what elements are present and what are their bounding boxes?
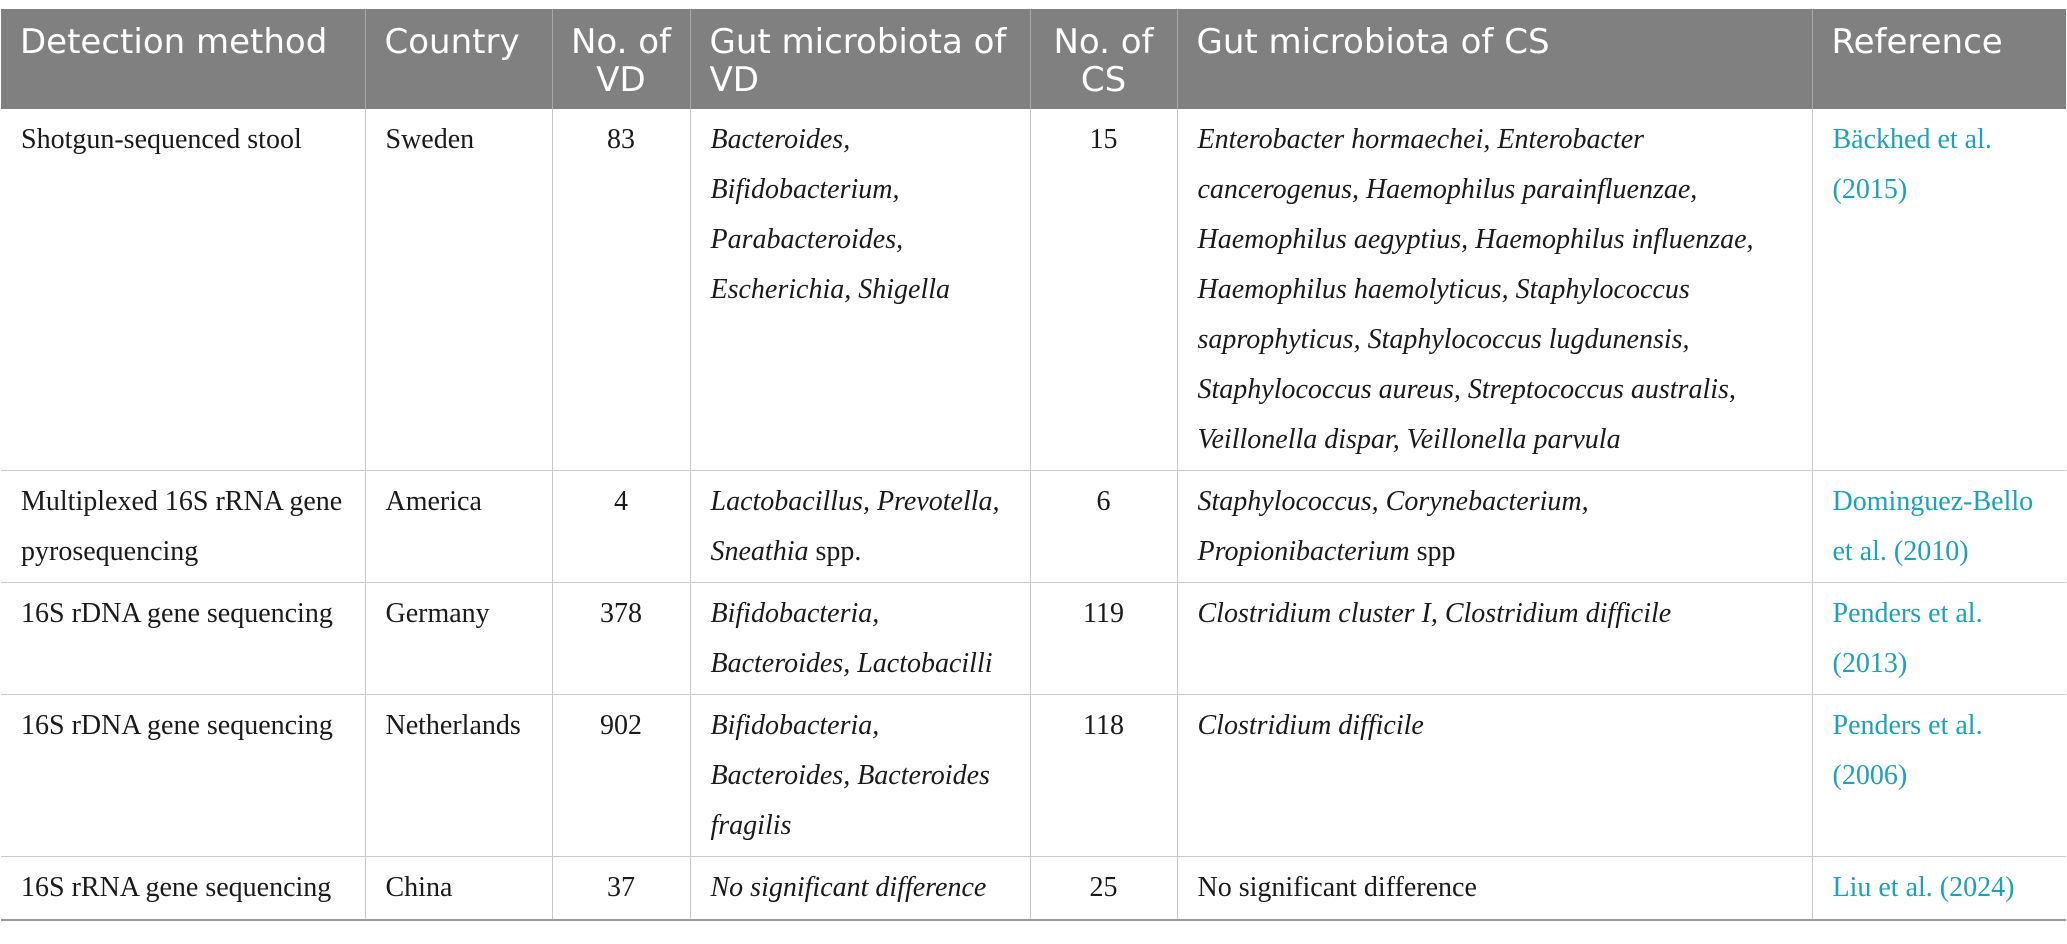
cell-country: Germany (365, 583, 552, 695)
reference-link[interactable]: Bäckhed et al. (2015) (1812, 109, 2066, 471)
table-row (1, 109, 2066, 471)
cell-no-of-vd: 37 (552, 857, 690, 920)
header-no-of-cs: No. of CS (1030, 9, 1177, 109)
cell-gut-microbiota-vd: No significant difference (690, 857, 1030, 920)
cell-gut-microbiota-cs: Clostridium cluster I, Clostridium difficile (1177, 583, 1812, 695)
cell-gut-microbiota-vd: Bifidobacteria, Bacteroides, Lactobacilli (690, 583, 1030, 695)
cell-detection-method: 16S rDNA gene sequencing (1, 583, 365, 695)
reference-link[interactable]: Penders et al. (2006) (1812, 695, 2066, 857)
cell-no-of-vd: 83 (552, 109, 690, 471)
reference-link[interactable]: Dominguez-Bello et al. (2010) (1812, 471, 2066, 583)
cell-no-of-cs: 15 (1030, 109, 1177, 471)
cell-detection-method: 16S rDNA gene sequencing (1, 695, 365, 857)
cell-detection-method: Multiplexed 16S rRNA gene pyrosequencing (1, 471, 365, 583)
cell-country: Netherlands (365, 695, 552, 857)
table-row (1, 857, 2066, 920)
cell-gut-microbiota-vd (690, 471, 1030, 583)
cell-no-of-vd: 378 (552, 583, 690, 695)
cell-detection-method: Shotgun-sequenced stool (1, 109, 365, 471)
header-gut-microbiota-cs: Gut microbiota of CS (1177, 9, 1812, 109)
reference-link[interactable]: Penders et al. (2013) (1812, 583, 2066, 695)
cell-detection-method: 16S rRNA gene sequencing (1, 857, 365, 920)
cell-gut-microbiota-cs (1177, 471, 1812, 583)
cell-no-of-vd: 902 (552, 695, 690, 857)
table-header-row (1, 9, 2066, 109)
cell-gut-microbiota-cs: Clostridium difficile (1177, 695, 1812, 857)
cell-gut-microbiota-vd: Bacteroides, Bifidobacterium, Parabacteroides, Escherichia, Shigella (690, 109, 1030, 471)
cs-microbiota-suffix: spp (1409, 536, 1456, 567)
reference-link[interactable]: Liu et al. (2024) (1812, 857, 2066, 920)
cell-gut-microbiota-cs: No significant difference (1177, 857, 1812, 920)
table-row (1, 583, 2066, 695)
vd-microbiota-taxa: Lactobacillus, Prevotella, Sneathia (710, 486, 1000, 567)
cell-no-of-cs: 6 (1030, 471, 1177, 583)
header-gut-microbiota-vd: Gut microbiota of VD (690, 9, 1030, 109)
cell-country: Sweden (365, 109, 552, 471)
cell-gut-microbiota-vd: Bifidobacteria, Bacteroides, Bacteroides fragilis (690, 695, 1030, 857)
vd-microbiota-suffix: spp. (808, 536, 862, 567)
gut-microbiota-table (1, 9, 2066, 921)
cell-no-of-cs: 119 (1030, 583, 1177, 695)
table-row (1, 695, 2066, 857)
header-no-of-vd: No. of VD (552, 9, 690, 109)
cell-no-of-cs: 118 (1030, 695, 1177, 857)
header-detection-method: Detection method (1, 9, 365, 109)
header-country: Country (365, 9, 552, 109)
cell-no-of-vd: 4 (552, 471, 690, 583)
header-reference: Reference (1812, 9, 2066, 109)
cs-microbiota-taxa: Staphylococcus, Corynebacterium, Propionibacterium (1197, 486, 1589, 567)
cell-country: America (365, 471, 552, 583)
cell-country: China (365, 857, 552, 920)
table-row (1, 471, 2066, 583)
cell-gut-microbiota-cs: Enterobacter hormaechei, Enterobacter cancerogenus, Haemophilus parainfluenzae, Haemophilus aegyptius, Haemophilus influenzae, Haemophilus haemolyticus, Staphylococcus saprophyticus, Staphylococcus lugdunensis, Staphylococcus aureus, Streptococcus australis, Veillonella dispar, Veillonella parvula (1177, 109, 1812, 471)
cell-no-of-cs: 25 (1030, 857, 1177, 920)
